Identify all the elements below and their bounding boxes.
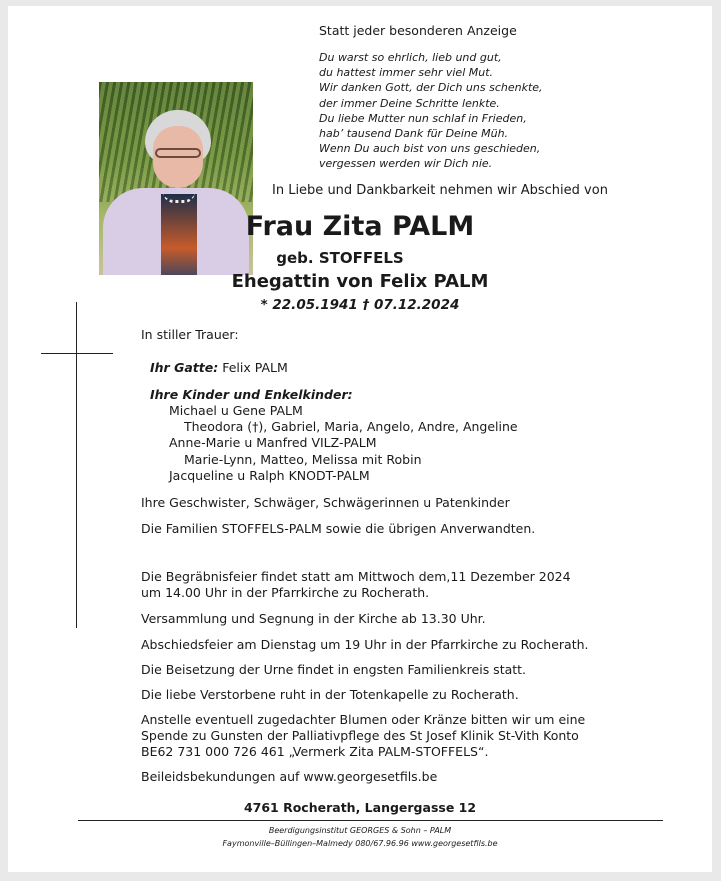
cross-vertical-bar [76, 302, 77, 628]
husband-label: Ihr Gatte: [150, 360, 219, 375]
birth-name-line [8, 249, 712, 267]
mourning-intro: In stiller Trauer: [141, 327, 239, 342]
gathering-info: Versammlung und Segnung in der Kirche ab 13.30 Uhr. [141, 611, 486, 626]
siblings-line: Ihre Geschwister, Schwäger, Schwägerinnen u Patenkinder [141, 495, 510, 510]
undertaker-name: Beerdigungsinstitut GEORGES & Sohn – PALM [268, 826, 452, 835]
poem-line: du hattest immer sehr viel Mut. [319, 66, 494, 80]
cross-horizontal-bar [41, 353, 113, 354]
poem-line: der immer Deine Schritte lenkte. [319, 96, 500, 110]
donation-line2: Spende zu Gunsten der Palliativpflege des St Josef Klinik St-Vith Konto [141, 728, 579, 743]
memorial-poem [319, 50, 543, 172]
urn-info: Die Beisetzung der Urne findet in engsten Familienkreis statt. [141, 662, 527, 677]
farewell-line: In Liebe und Dankbarkeit nehmen wir Abschied von [272, 183, 608, 198]
poem-line: Du liebe Mutter nun schlaf in Frieden, [319, 111, 527, 125]
funeral-info-line2: um 14.00 Uhr in der Pfarrkirche zu Rocherath. [141, 585, 430, 600]
husband-name: Felix PALM [222, 360, 288, 375]
husband-line [150, 360, 288, 375]
poem-line: Du warst so ehrlich, lieb und gut, [319, 51, 502, 64]
chapel-info: Die liebe Verstorbene ruht in der Totenkapelle zu Rocherath. [141, 687, 519, 702]
deceased-name: Frau Zita PALM [245, 211, 475, 242]
life-dates: * 22.05.1941 † 07.12.2024 [260, 297, 460, 313]
poem-line: Wir danken Gott, der Dich uns schenkte, [319, 81, 543, 95]
funeral-info-line1: Die Begräbnisfeier findet statt am Mittwoch dem,11 Dezember 2024 [141, 569, 571, 584]
notice-heading: Statt jeder besonderen Anzeige [319, 23, 517, 38]
donation-line1: Anstelle eventuell zugedachter Blumen oder Kränze bitten wir um eine [141, 712, 586, 727]
family-member: Michael u Gene PALM [169, 403, 303, 418]
families-line: Die Familien STOFFELS-PALM sowie die übrigen Anverwandten. [141, 521, 536, 536]
poem-line: vergessen werden wir Dich nie. [319, 157, 493, 171]
obituary-card [8, 6, 712, 872]
family-member: Theodora (†), Gabriel, Maria, Angelo, Andre, Angeline [184, 419, 518, 434]
footer-divider [78, 820, 663, 821]
poem-line: Wenn Du auch bist von uns geschieden, [319, 142, 541, 156]
condolences-info: Beileidsbekundungen auf www.georgesetfils.be [141, 769, 438, 784]
family-address: 4761 Rocherath, Langergasse 12 [243, 800, 477, 815]
family-member: Anne-Marie u Manfred VILZ-PALM [169, 435, 377, 450]
farewell-service-info: Abschiedsfeier am Dienstag um 19 Uhr in der Pfarrkirche zu Rocherath. [141, 637, 589, 652]
portrait-photo [99, 82, 253, 275]
spouse-line: Ehegattin von Felix PALM [231, 271, 489, 292]
donation-line3: BE62 731 000 726 461 „Vermerk Zita PALM-STOFFELS“. [141, 744, 489, 759]
children-label: Ihre Kinder und Enkelkinder: [150, 387, 353, 402]
poem-line: hab’ tausend Dank für Deine Müh. [319, 127, 509, 141]
family-member: Jacqueline u Ralph KNODT-PALM [169, 468, 370, 483]
family-member: Marie-Lynn, Matteo, Melissa mit Robin [184, 452, 422, 467]
birth-name: geb. STOFFELS [276, 249, 404, 267]
undertaker-contact: Faymonville–Büllingen–Malmedy 080/67.96.96 www.georgesetfils.be [222, 839, 498, 848]
